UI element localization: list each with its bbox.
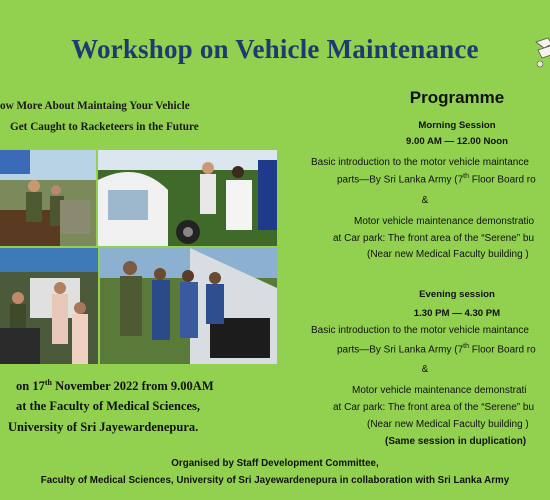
evening-session-title: Evening session [419,289,495,300]
morning-demo-line2: at Car park: The front area of the “Serene” bu [333,233,535,244]
event-venue-line2: University of Sri Jayewardenepura. [8,420,199,434]
morning-session-time: 9.00 AM — 12.00 Noon [405,136,508,147]
programme-heading: Programme [409,88,505,107]
morning-demo-line3: (Near new Medical Faculty building ) [367,249,529,260]
poster-title: Workshop on Vehicle Maintenance [71,34,479,64]
evening-session-time: 1.30 PM — 4.30 PM [413,308,501,319]
photo-collage [0,150,277,364]
evening-note: (Same session in duplication) [385,436,527,447]
evening-amp: & [421,364,429,375]
morning-session-title: Morning Session [418,120,496,131]
workshop-photo-3 [0,248,98,364]
workshop-photo-2 [98,150,277,246]
morning-intro-line2: parts—By Sri Lanka Army (7th Floor Board ro [337,173,536,186]
evening-intro-line2: parts—By Sri Lanka Army (7th Floor Board ro [337,343,536,356]
workshop-photo-4 [100,248,277,364]
evening-intro-line1: Basic introduction to the motor vehicle maintance [311,325,529,336]
emblem-logo [530,34,550,74]
morning-amp: & [421,195,429,206]
tagline-line1: ow More About Maintaing Your Vehicle [0,100,190,112]
morning-intro-line1: Basic introduction to the motor vehicle maintance [311,157,529,168]
tagline-line2: Get Caught to Racketeers in the Future [10,121,199,133]
organiser-line2: Faculty of Medical Sciences, University of Sri Jayewardenepura in collaboration with Sri Lanka Army [40,475,510,486]
event-venue-line1: at the Faculty of Medical Sciences, [16,399,200,413]
workshop-photo-1 [0,150,96,246]
organiser-line1: Organised by Staff Development Committee, [171,458,379,469]
event-date: on 17th November 2022 from 9.00AM [16,378,214,394]
morning-demo-line1: Motor vehicle maintenance demonstratio [354,216,535,227]
evening-demo-line2: at Car park: The front area of the “Serene” bu [333,402,535,413]
evening-demo-line3: (Near new Medical Faculty building ) [367,419,529,430]
evening-demo-line1: Motor vehicle maintenance demonstrati [352,385,527,396]
